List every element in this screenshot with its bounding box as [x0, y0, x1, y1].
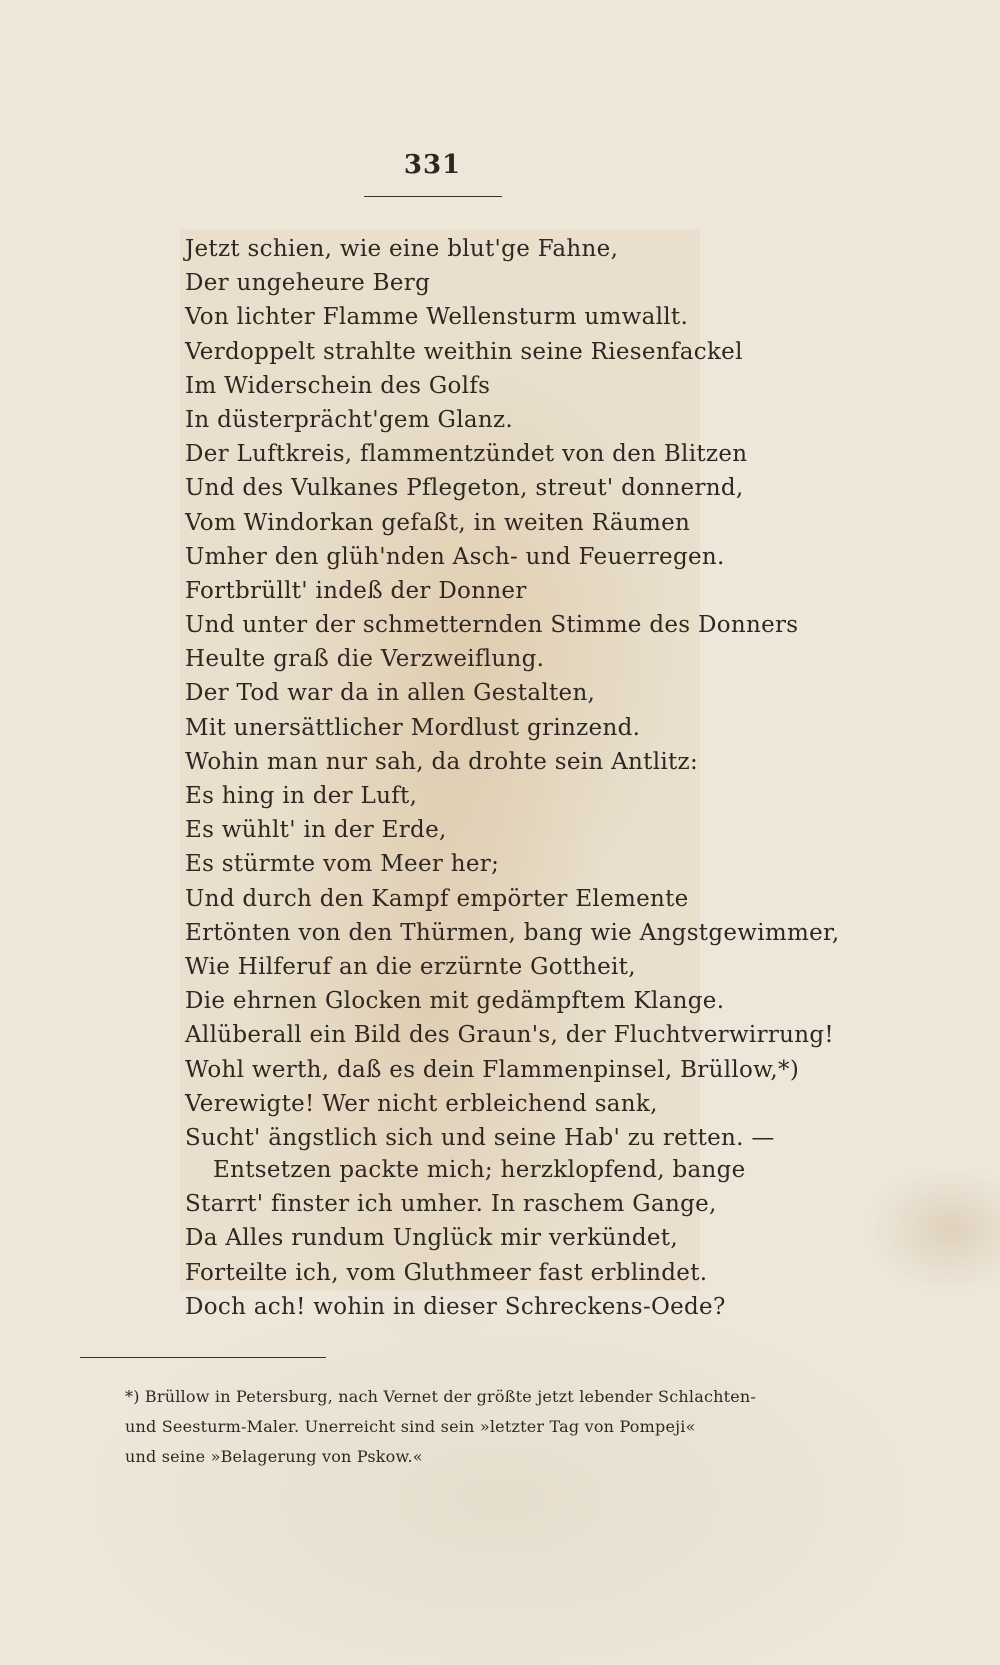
poem-line: Starrt' finster ich umher. In raschem Gange, [185, 1191, 717, 1218]
poem-line: Verewigte! Wer nicht erbleichend sank, [185, 1090, 658, 1117]
poem-stanza-1 [185, 232, 965, 1155]
footnote-line: *) Brüllow in Petersburg, nach Vernet der größte jetzt lebender Schlachten- [125, 1387, 757, 1406]
poem-line: Sucht' ängstlich sich und seine Hab' zu retten. — [185, 1124, 775, 1151]
footnote [125, 1382, 825, 1472]
poem-line: Entsetzen packte mich; herzklopfend, bange [213, 1157, 746, 1183]
poem-line: Wie Hilferuf an die erzürnte Gottheit, [185, 953, 636, 980]
poem-line: Jetzt schien, wie eine blut'ge Fahne, [185, 236, 619, 262]
poem-line: Allüberall ein Bild des Graun's, der Fluchtverwirrung! [185, 1022, 834, 1049]
poem-line: Fortbrüllt' indeß der Donner [185, 577, 527, 604]
poem-line: Forteilte ich, vom Gluthmeer fast erblindet. [185, 1259, 708, 1286]
poem-line: Ertönten von den Thürmen, bang wie Angstgewimmer, [185, 919, 840, 946]
page-number: 331 [403, 150, 462, 180]
poem-line: Der Luftkreis, flammentzündet von den Blitzen [185, 441, 748, 468]
poem-line: Der Tod war da in allen Gestalten, [185, 680, 596, 707]
poem-line: Im Widerschein des Golfs [185, 372, 491, 399]
poem-line: Wohl werth, daß es dein Flammenpinsel, Brüllow,*) [185, 1056, 800, 1083]
poem-line: Verdoppelt strahlte weithin seine Riesenfackel [185, 338, 743, 365]
header-rule [364, 196, 502, 197]
poem-line: Und durch den Kampf empörter Elemente [185, 885, 689, 912]
poem-line: In düsterprächt'gem Glanz. [185, 406, 514, 433]
poem-line: Umher den glüh'nden Asch- und Feuerregen. [185, 543, 725, 570]
footnote-line: und seine »Belagerung von Pskow.« [125, 1447, 423, 1466]
poem-line: Es wühlt' in der Erde, [185, 817, 447, 844]
poem-stanza-2 [185, 1153, 965, 1324]
poem-line: Heulte graß die Verzweiflung. [185, 646, 545, 673]
poem-line: Es hing in der Luft, [185, 783, 418, 809]
poem-line: Wohin man nur sah, da drohte sein Antlitz: [185, 748, 699, 775]
poem-line: Und des Vulkanes Pflegeton, streut' donnernd, [185, 475, 744, 502]
footnote-rule [80, 1357, 326, 1358]
poem-line: Von lichter Flamme Wellensturm umwallt. [185, 304, 689, 331]
poem-line: Es stürmte vom Meer her; [185, 851, 500, 878]
poem-line: Doch ach! wohin in dieser Schreckens-Oede? [185, 1293, 726, 1320]
poem-line: Und unter der schmetternden Stimme des Donners [185, 612, 799, 639]
poem-line: Der ungeheure Berg [185, 270, 431, 297]
poem-line: Da Alles rundum Unglück mir verkündet, [185, 1225, 678, 1252]
footnote-line: und Seesturm-Maler. Unerreicht sind sein »letzter Tag von Pompeji« [125, 1417, 696, 1436]
poem-line: Die ehrnen Glocken mit gedämpftem Klange. [185, 988, 725, 1015]
poem-line: Mit unersättlicher Mordlust grinzend. [185, 714, 641, 741]
poem-line: Vom Windorkan gefaßt, in weiten Räumen [185, 509, 691, 536]
